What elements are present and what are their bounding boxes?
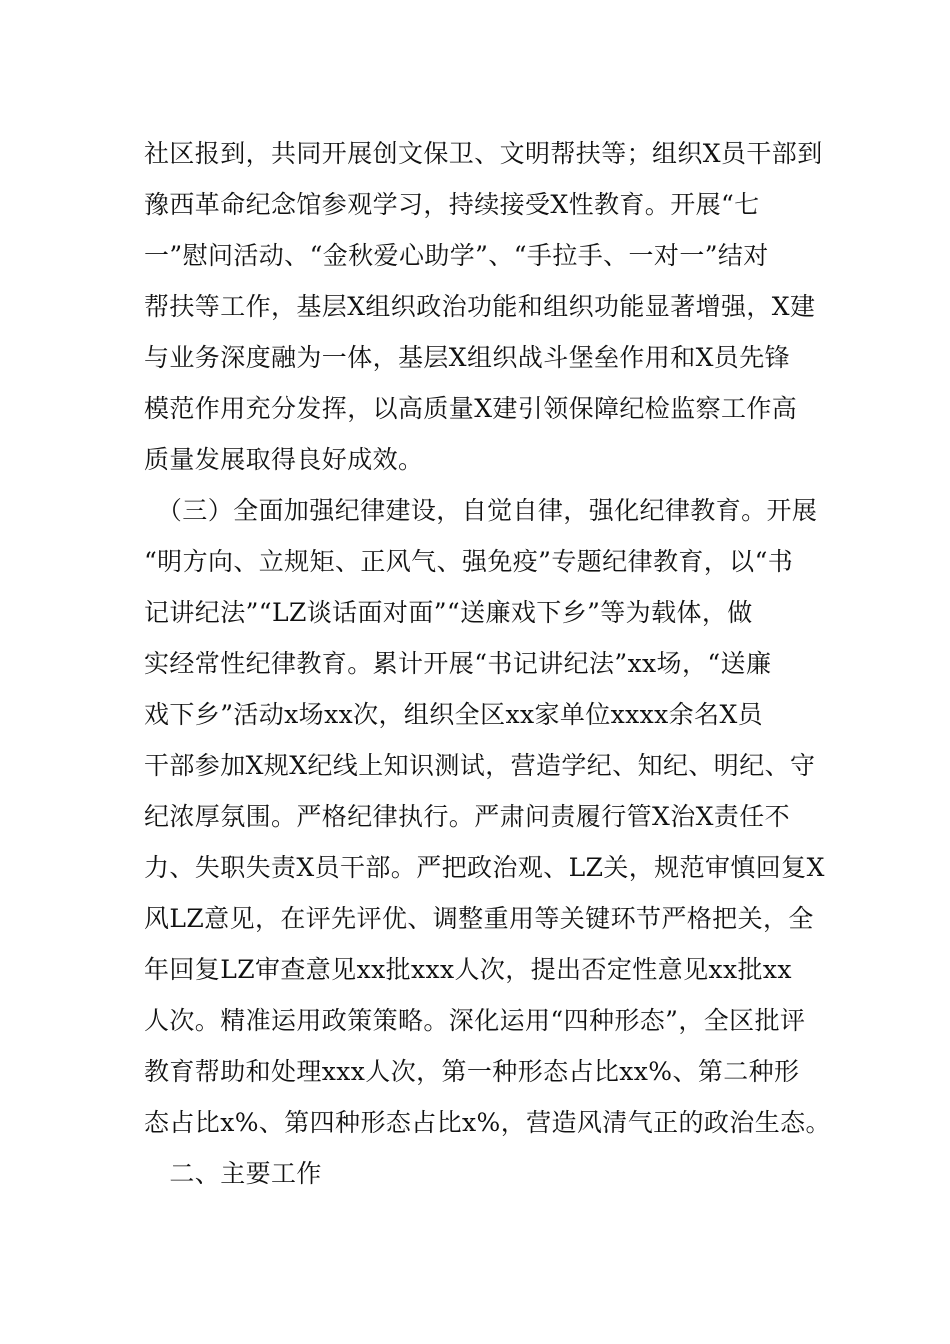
- text-line: 社区报到，共同开展创文保卫、文明帮扶等；组织X员干部到: [144, 139, 823, 168]
- text-line: 与业务深度融为一体，基层X组织战斗堡垒作用和X员先锋: [144, 343, 790, 372]
- text-line: 风LZ意见，在评先评优、调整重用等关键环节严格把关，全: [144, 904, 814, 933]
- text-line: 人次。精准运用政策策略。深化运用“四种形态”，全区批评: [144, 1006, 806, 1035]
- text-line: 一”慰问活动、“金秋爱心助学”、“手拉手、一对一”结对: [144, 241, 769, 270]
- text-line: 干部参加X规X纪线上知识测试，营造学纪、知纪、明纪、守: [144, 751, 816, 780]
- section-heading-line: （三）全面加强纪律建设，自觉自律，强化纪律教育。开展: [144, 496, 818, 525]
- section-title: 二、主要工作: [144, 1159, 322, 1188]
- text-line: 模范作用充分发挥，以高质量X建引领保障纪检监察工作高: [144, 394, 798, 423]
- text-line: 教育帮助和处理xxx人次，第一种形态占比xx%、第二种形: [144, 1057, 800, 1086]
- text-line: 帮扶等工作，基层X组织政治功能和组织功能显著增强，X建: [144, 292, 816, 321]
- text-line: 戏下乡”活动x场xx次，组织全区xx家单位xxxx余名X员: [144, 700, 764, 729]
- text-line: 记讲纪法”“LZ谈话面对面”“送廉戏下乡”等为载体，做: [144, 598, 753, 627]
- text-line: 质量发展取得良好成效。: [144, 445, 424, 474]
- text-line: 实经常性纪律教育。累计开展“书记讲纪法”xx场，“送廉: [144, 649, 772, 678]
- text-line: 纪浓厚氛围。严格纪律执行。严肃问责履行管X治X责任不: [144, 802, 790, 831]
- text-line: “明方向、立规矩、正风气、强免疫”专题纪律教育，以“书: [144, 547, 794, 576]
- text-line: 力、失职失责X员干部。严把政治观、LZ关，规范审慎回复X: [144, 853, 825, 882]
- text-line: 年回复LZ审查意见xx批xxx人次，提出否定性意见xx批xx: [144, 955, 792, 984]
- text-line: 态占比x%、第四种形态占比x%，营造风清气正的政治生态。: [144, 1108, 831, 1137]
- text-line: 豫西革命纪念馆参观学习，持续接受X性教育。开展“七: [144, 190, 760, 219]
- body-text: [144, 128, 831, 1199]
